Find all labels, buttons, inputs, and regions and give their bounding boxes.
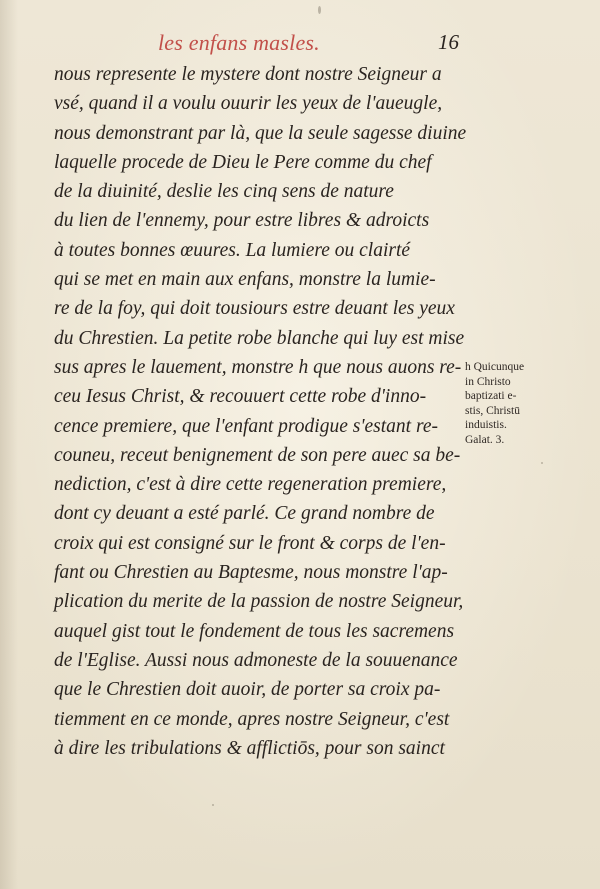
marginal-note-line: stis, Christū [465,404,520,417]
text-line: fant ou Chrestien au Baptesme, nous monstre l'ap- [54,562,448,584]
text-line: nous demonstrant par là, que la seule sagesse diuine [54,122,467,144]
marginal-note-line: in Christo [465,375,511,388]
text-line: croix qui est consigné sur le front & corps de l'en- [54,532,446,554]
text-line: du Chrestien. La petite robe blanche qui luy est mise [54,327,465,349]
text-line: ceu Iesus Christ, & recouuert cette robe d'inno- [54,386,427,408]
text-line: de l'Eglise. Aussi nous admoneste de la souuenance [54,649,458,671]
text-line: que le Chrestien doit auoir, de porter sa croix pa- [54,679,441,701]
paper-speck [541,462,543,464]
marginal-note-line: Galat. 3. [465,433,505,446]
text-line: dont cy deuant a esté parlé. Ce grand nombre de [54,503,435,525]
marginal-note-line: baptizati e- [465,390,517,402]
text-line: nediction, c'est à dire cette regeneration premiere, [54,474,447,496]
text-line: plication du merite de la passion de nostre Seigneur, [54,591,464,613]
text-line: vsé, quand il a voulu ouurir les yeux de l'aueugle, [54,93,443,115]
text-line: de la diuinité, deslie les cinq sens de nature [54,181,394,203]
text-line: sus apres le lauement, monstre h que nous auons re- [54,356,462,378]
text-line: auquel gist tout le fondement de tous les sacremens [54,620,455,642]
running-head: les enfans masles. [158,30,320,55]
text-line: cence premiere, que l'enfant prodigue s'estant re- [54,415,438,437]
text-line: laquelle procede de Dieu le Pere comme du chef [54,151,432,173]
text-line: nous represente le mystere dont nostre Seigneur a [54,64,442,85]
text-line: qui se met en main aux enfans, monstre la lumie- [54,269,436,291]
text-line: à dire les tribulations & afflictiōs, pour son sainct [54,737,445,759]
text-line: tiemment en ce monde, apres nostre Seigneur, c'est [54,708,450,730]
text-line: re de la foy, qui doit tousiours estre deuant les yeux [54,298,455,320]
page-number: 16 [438,30,459,54]
paper-speck [318,6,321,14]
text-line: à toutes bonnes œuures. La lumiere ou clairté [54,239,411,261]
marginal-note-line: h Quicunque [465,361,525,373]
marginal-note [465,360,555,447]
body-text [54,60,474,763]
paper-speck [212,804,214,806]
marginal-note-line: induistis. [465,419,507,431]
gutter-shadow [0,0,18,889]
text-line: couneu, receut benignement de son pere auec sa be- [54,444,461,466]
text-line: du lien de l'ennemy, pour estre libres & adroicts [54,210,430,232]
